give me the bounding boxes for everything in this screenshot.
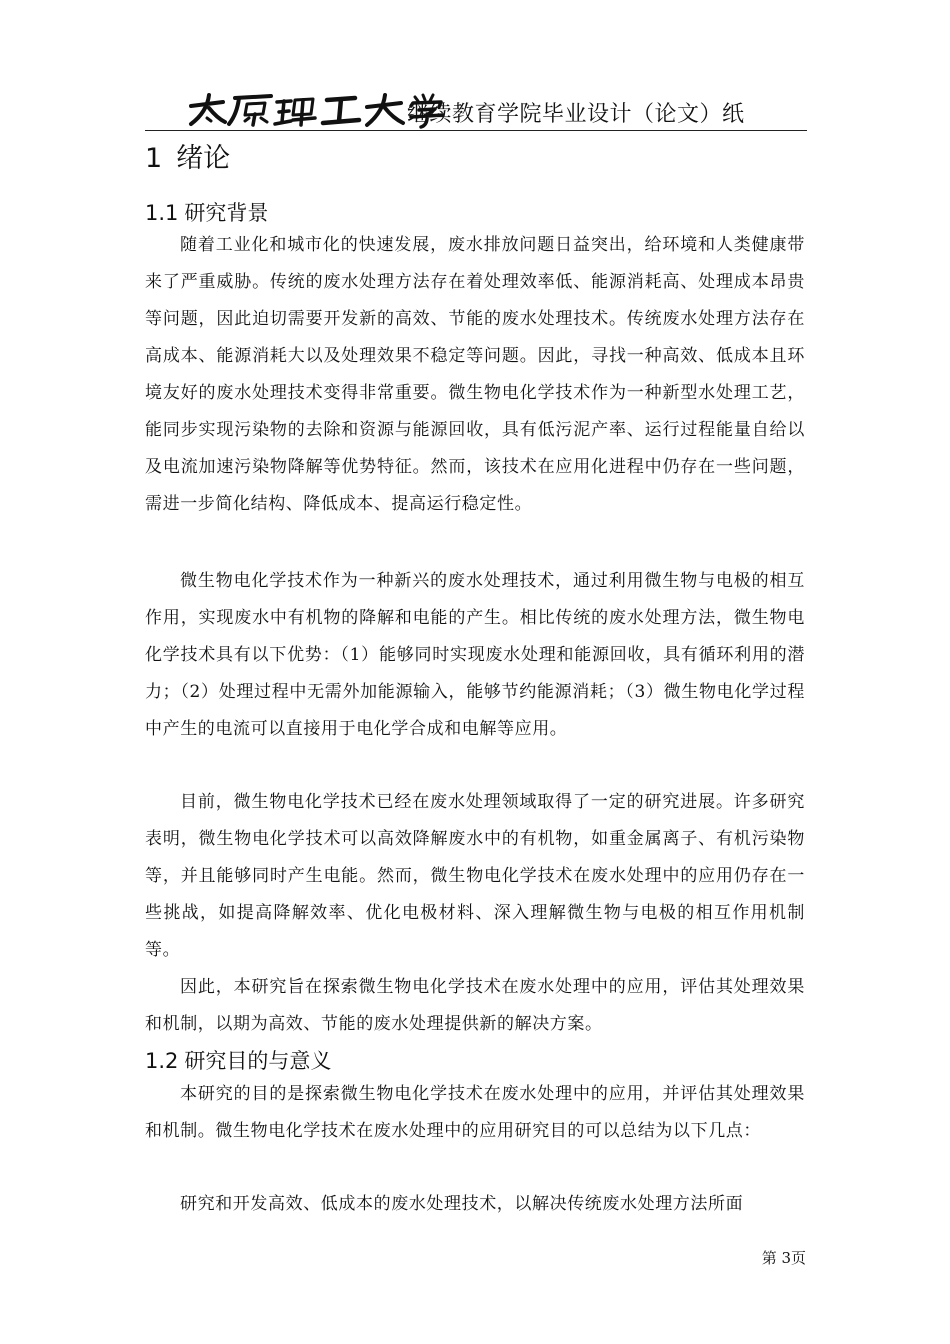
paragraph-background-2: 微生物电化学技术作为一种新兴的废水处理技术，通过利用微生物与电极的相互作用，实现废水中有机物的降解和电能的产生。相比传统的废水处理方法，微生物电化学技术具有以下优势：（1）能够同时实现废水处理和能源回收，具有循环利用的潜力；（2）处理过程中无需外加能源输入，能够节约能源消耗；（3）微生物电化学过程中产生的电流可以直接用于电化学合成和电解等应用。 xyxy=(145,571,805,739)
section-number: 1.1 xyxy=(145,201,179,225)
section-title: 研究目的与意义 xyxy=(184,1049,332,1073)
chapter-title: 绪论 xyxy=(176,143,231,174)
paragraph-purpose-1: 本研究的目的是探索微生物电化学技术在废水处理中的应用，并评估其处理效果和机制。微生物电化学技术在废水处理中的应用研究目的可以总结为以下几点： xyxy=(145,1084,805,1141)
header-subtitle: 继续教育学院毕业设计（论文）纸 xyxy=(407,102,745,127)
page-number: 第 3页 xyxy=(761,1249,806,1267)
paragraph-purpose-2: 研究和开发高效、低成本的废水处理技术，以解决传统废水处理方法所面 xyxy=(180,1194,744,1214)
paragraph-background-1: 随着工业化和城市化的快速发展，废水排放问题日益突出，给环境和人类健康带来了严重威胁。传统的废水处理方法存在着处理效率低、能源消耗高、处理成本昂贵等问题，因此迫切需要开发新的高效、节能的废水处理技术。传统废水处理方法存在高成本、能源消耗大以及处理效果不稳定等问题。因此，寻找一种高效、低成本且环境友好的废水处理技术变得非常重要。微生物电化学技术作为一种新型水处理工艺，能同步实现污染物的去除和资源与能源回收，具有低污泥产率、运行过程能量自给以及电流加速污染物降解等优势特征。然而，该技术在应用化进程中仍存在一些问题，需进一步简化结构、降低成本、提高运行稳定性。 xyxy=(145,235,805,514)
chapter-heading xyxy=(145,142,230,176)
paragraph-background-3: 目前，微生物电化学技术已经在废水处理领域取得了一定的研究进展。许多研究表明，微生物电化学技术可以高效降解废水中的有机物，如重金属离子、有机污染物等，并且能够同时产生电能。然而，微生物电化学技术在废水处理中的应用仍存在一些挑战，如提高降解效率、优化电极材料、深入理解微生物与电极的相互作用机制等。 xyxy=(145,792,805,960)
section-heading-1-1 xyxy=(145,199,268,227)
section-number: 1.2 xyxy=(145,1049,179,1073)
section-heading-1-2 xyxy=(145,1047,331,1075)
paragraph-background-4: 因此，本研究旨在探索微生物电化学技术在废水处理中的应用，评估其处理效果和机制，以期为高效、节能的废水处理提供新的解决方案。 xyxy=(145,977,805,1034)
page-header xyxy=(145,92,807,131)
chapter-number: 1 xyxy=(145,143,163,174)
section-title: 研究背景 xyxy=(184,201,269,225)
